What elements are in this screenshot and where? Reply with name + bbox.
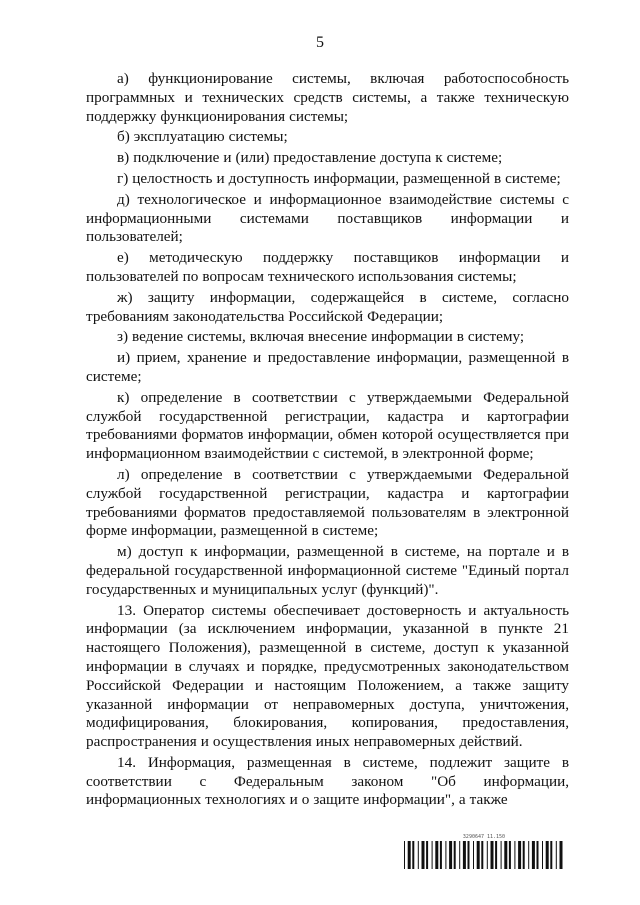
barcode-bar bbox=[504, 841, 507, 869]
barcode-bar bbox=[404, 841, 405, 869]
paragraph-e: е) методическую поддержку поставщиков информации и пользователей по вопросам технического использования системы; bbox=[86, 249, 569, 285]
page-number: 5 bbox=[316, 34, 324, 51]
barcode-bar bbox=[468, 841, 470, 869]
barcode-bar bbox=[435, 841, 438, 869]
barcode-bar bbox=[546, 841, 549, 869]
barcode-bar bbox=[445, 841, 446, 869]
barcode-bar bbox=[532, 841, 535, 869]
document-footer bbox=[404, 834, 564, 869]
barcode-bar bbox=[477, 841, 480, 869]
barcode-bar bbox=[542, 841, 543, 869]
barcode-bar bbox=[501, 841, 502, 869]
barcode-bar bbox=[495, 841, 497, 869]
barcode-bar bbox=[487, 841, 488, 869]
paragraph-zh: ж) защиту информации, содержащейся в системе, согласно требованиям законодательства Российской Федерации; bbox=[86, 288, 569, 325]
clause-13: 13. Оператор системы обеспечивает достоверность и актуальность информации (за исключением информации, указанной в пункте 21 настоящего Положения), размещенной в системе, доступ к указанной информации в случаях и порядке, предусмотренных законодательством Российской Федерации и настоящим Положением, а также защиту указанной информации от неправомерных доступа, уничтожения, модифицирования, блокирования, копирования, предоставления, распространения и осуществления иных неправомерных действий. bbox=[86, 601, 569, 751]
paragraph-l: л) определение в соответствии с утверждаемыми Федеральной службой государственной регистрации, кадастра и картографии требованиями форматов предоставляемой пользователям в электронной форме информации, размещенной в системе; bbox=[86, 465, 569, 540]
barcode-bar bbox=[449, 841, 452, 869]
barcode-bar bbox=[550, 841, 552, 869]
barcode-bar bbox=[491, 841, 494, 869]
barcode-bar bbox=[518, 841, 521, 869]
barcode-bar bbox=[463, 841, 466, 869]
paragraph-b: б) эксплуатацию системы; bbox=[117, 128, 288, 146]
paragraph-g: г) целостность и доступность информации, размещенной в системе; bbox=[117, 169, 561, 187]
barcode-bar bbox=[408, 841, 411, 869]
clause-14: 14. Информация, размещенная в системе, подлежит защите в соответствии с Федеральным законом "Об информации, информационных технологиях и о защите информации", а также bbox=[86, 753, 569, 809]
barcode-bar bbox=[528, 841, 529, 869]
paragraph-z: з) ведение системы, включая внесение информации в систему; bbox=[117, 328, 525, 346]
barcode-bar bbox=[432, 841, 433, 869]
barcode-bar bbox=[459, 841, 460, 869]
paragraph-i: и) прием, хранение и предоставление информации, размещенной в системе; bbox=[86, 349, 569, 385]
barcode-bar bbox=[422, 841, 425, 869]
barcode-bar bbox=[537, 841, 539, 869]
barcode-bar bbox=[514, 841, 515, 869]
paragraph-d: д) технологическое и информационное взаимодействие системы с информационными системами поставщиков информации и пользователей; bbox=[86, 190, 569, 246]
barcode-bar bbox=[426, 841, 428, 869]
paragraph-a: а) функционирование системы, включая работоспособность программных и технических средств системы, а также техническую поддержку функционирования системы; bbox=[86, 70, 569, 125]
barcode-bar bbox=[523, 841, 525, 869]
paragraph-k: к) определение в соответствии с утверждаемыми Федеральной службой государственной регистрации, кадастра и картографии требованиями форматов информации, обмен которой осуществляется при информационном взаимодействии с системой, в электронной форме; bbox=[86, 388, 569, 463]
document-body bbox=[86, 70, 569, 812]
barcode-bar bbox=[440, 841, 442, 869]
barcode-bar bbox=[473, 841, 474, 869]
barcode-bar bbox=[412, 841, 414, 869]
paragraph-v: в) подключение и (или) предоставление доступа к системе; bbox=[117, 149, 503, 167]
barcode bbox=[404, 841, 564, 869]
paragraph-m: м) доступ к информации, размещенной в системе, на портале и в федеральной государственной информационной системе "Единый портал государственных и муниципальных услуг (функций)". bbox=[86, 543, 569, 598]
barcode-bar bbox=[509, 841, 511, 869]
document-code: 3290647 11.150 bbox=[462, 834, 506, 840]
barcode-bar bbox=[560, 841, 563, 869]
barcode-bar bbox=[418, 841, 419, 869]
barcode-bar bbox=[481, 841, 483, 869]
barcode-bar bbox=[556, 841, 557, 869]
barcode-bar bbox=[454, 841, 456, 869]
